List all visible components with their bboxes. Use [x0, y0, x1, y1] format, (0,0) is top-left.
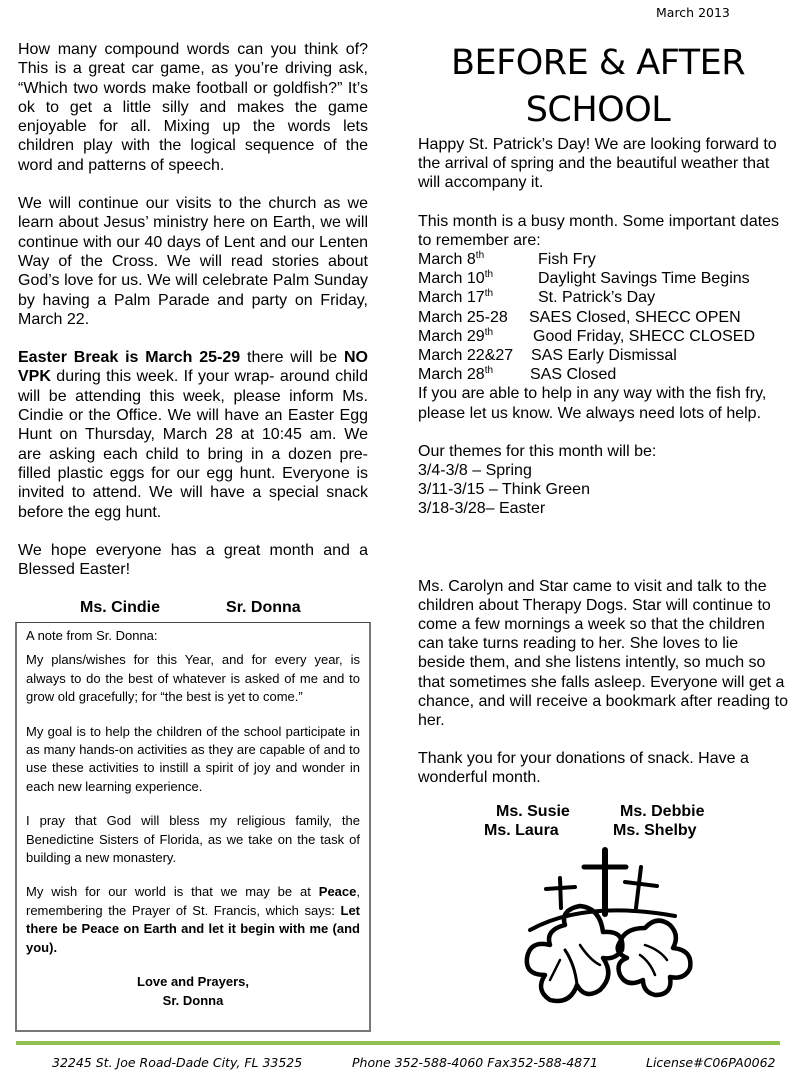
crosses-and-flowers-icon: [505, 840, 705, 1025]
thanks-paragraph: Thank you for your donations of snack. Have a wonderful month.: [418, 750, 749, 787]
date-label: March 25-28: [418, 308, 508, 326]
note-title: A note from Sr. Donna:: [26, 628, 158, 643]
staff-ms-shelby: Ms. Shelby: [613, 821, 697, 839]
newsletter-date: March 2013: [656, 5, 730, 20]
easter-break-dates: Easter Break is March 25-29: [18, 349, 241, 367]
dates-intro: This month is a busy month. Some important dates to remember are:: [418, 212, 780, 249]
theme-item: 3/4-3/8 – Spring: [418, 462, 532, 480]
date-row: [418, 327, 788, 346]
easter-break-paragraph: Easter Break is March 25-29 there will be NO VPK during this week. If your wrap- around child will be attending this week, please inform Ms. Cindie or the Office. We will have an Easter Egg Hunt on Thursday, March 28 at 10:45 am. We are asking each child to bring in a dozen pre- filled plastic eggs for our egg hunt. Everyone is invited to attend. We will have a special snack before the egg hunt.: [18, 349, 368, 521]
date-row: [418, 308, 788, 327]
theme-item: 3/18-3/28– Easter: [418, 500, 546, 518]
footer-divider: [16, 1041, 780, 1045]
note-from-sr-donna-box: [15, 622, 371, 1032]
date-row: [418, 346, 788, 365]
fish-fry-paragraph: If you are able to help in any way with the fish fry, please let us know. We always need lots of help.: [418, 385, 767, 422]
church-visits-paragraph: We will continue our visits to the church as we learn about Jesus’ ministry here on Earth, we will continue with our 40 days of Lent and our Lenten Way of the Cross. We will read stories about God’s love for us. We will celebrate Palm Sunday by having a Palm Parade and party on Friday, March 22.: [18, 195, 368, 328]
date-label: March 28th: [418, 365, 494, 384]
important-dates-list: [418, 250, 788, 384]
themes-intro: Our themes for this month will be:: [418, 442, 657, 460]
staff-ms-debbie: Ms. Debbie: [620, 802, 705, 820]
date-row: [418, 288, 788, 307]
compound-words-paragraph: How many compound words can you think of? This is a great car game, as you’re driving ask, “Which two words make football or goldfish?” It’s ok to get a little silly and makes the game enjoyable for all. Mixing up the words lets children play with the logical sequence of the word and patterns of speech.: [18, 41, 368, 174]
note-paragraph-prayer: I pray that God will bless my religious family, the Benedictine Sisters of Florida, as we take on the task of building a new monastery.: [26, 813, 360, 866]
closing-paragraph: We hope everyone has a great month and a Blessed Easter!: [18, 541, 368, 579]
staff-ms-laura: Ms. Laura: [484, 821, 559, 839]
date-event: Fish Fry: [538, 251, 596, 269]
date-event: St. Patrick’s Day: [538, 289, 656, 307]
left-column: [18, 40, 368, 618]
footer-address: 32245 St. Joe Road-Dade City, FL 33525: [52, 1055, 303, 1070]
date-row: [418, 269, 788, 288]
date-label: March 10th: [418, 269, 494, 288]
page-title: BEFORE & AFTER SCHOOL: [450, 43, 746, 130]
date-row: [418, 365, 788, 384]
no-vpk: NO VPK: [18, 349, 368, 386]
date-event: Good Friday, SHECC CLOSED: [533, 327, 755, 345]
note-paragraph-plans: My plans/wishes for this Year, and for every year, is always to do the best of whatever is asked of me and to grow old gracefully; for “the best is yet to come.”: [26, 652, 360, 705]
signature-ms-cindie: Ms. Cindie: [80, 599, 161, 617]
theme-item: 3/11-3/15 – Think Green: [418, 481, 590, 499]
note-signature: Sr. Donna: [162, 992, 224, 1008]
note-paragraph-goal: My goal is to help the children of the school participate in as many hands-on activities as they are capable of and to use these activities to instill a spirit of joy and wonder in each new learning experience.: [26, 723, 360, 794]
date-label: March 29th: [418, 326, 494, 345]
note-paragraph-peace: My wish for our world is that we may be at Peace, remembering the Prayer of St. Francis, which says: Let there be Peace on Earth and let it begin with me (and you).: [26, 884, 360, 955]
right-column: [418, 135, 788, 840]
date-event: SAS Closed: [530, 366, 617, 384]
date-event: SAS Early Dismissal: [531, 347, 677, 365]
therapy-dogs-paragraph: Ms. Carolyn and Star came to visit and talk to the children about Therapy Dogs. Star will continue to come a few mornings a week so that the children can take turns reading to her. She loves to lie beside them, and she listens intently, so much so that sometimes she falls asleep. Everyone will get a chance, and will receive a bookmark after reading to her.: [418, 577, 788, 730]
date-event: Daylight Savings Time Begins: [538, 270, 750, 288]
left-signatures: [18, 598, 368, 617]
signature-sr-donna: Sr. Donna: [226, 599, 301, 617]
staff-ms-susie: Ms. Susie: [496, 802, 570, 820]
date-row: [418, 250, 788, 269]
date-label: March 8th: [418, 250, 485, 269]
staff-signatures: [418, 802, 788, 840]
date-event: SAES Closed, SHECC OPEN: [529, 308, 741, 326]
footer-license: License#C06PA0062: [646, 1055, 776, 1070]
date-label: March 22&27: [418, 347, 514, 365]
date-label: March 17th: [418, 288, 494, 307]
note-closing: Love and Prayers,: [137, 974, 249, 990]
footer-phone: Phone 352-588-4060 Fax352-588-4871: [352, 1055, 599, 1070]
intro-paragraph: Happy St. Patrick’s Day! We are looking forward to the arrival of spring and the beautiful weather that will accompany it.: [418, 136, 777, 192]
